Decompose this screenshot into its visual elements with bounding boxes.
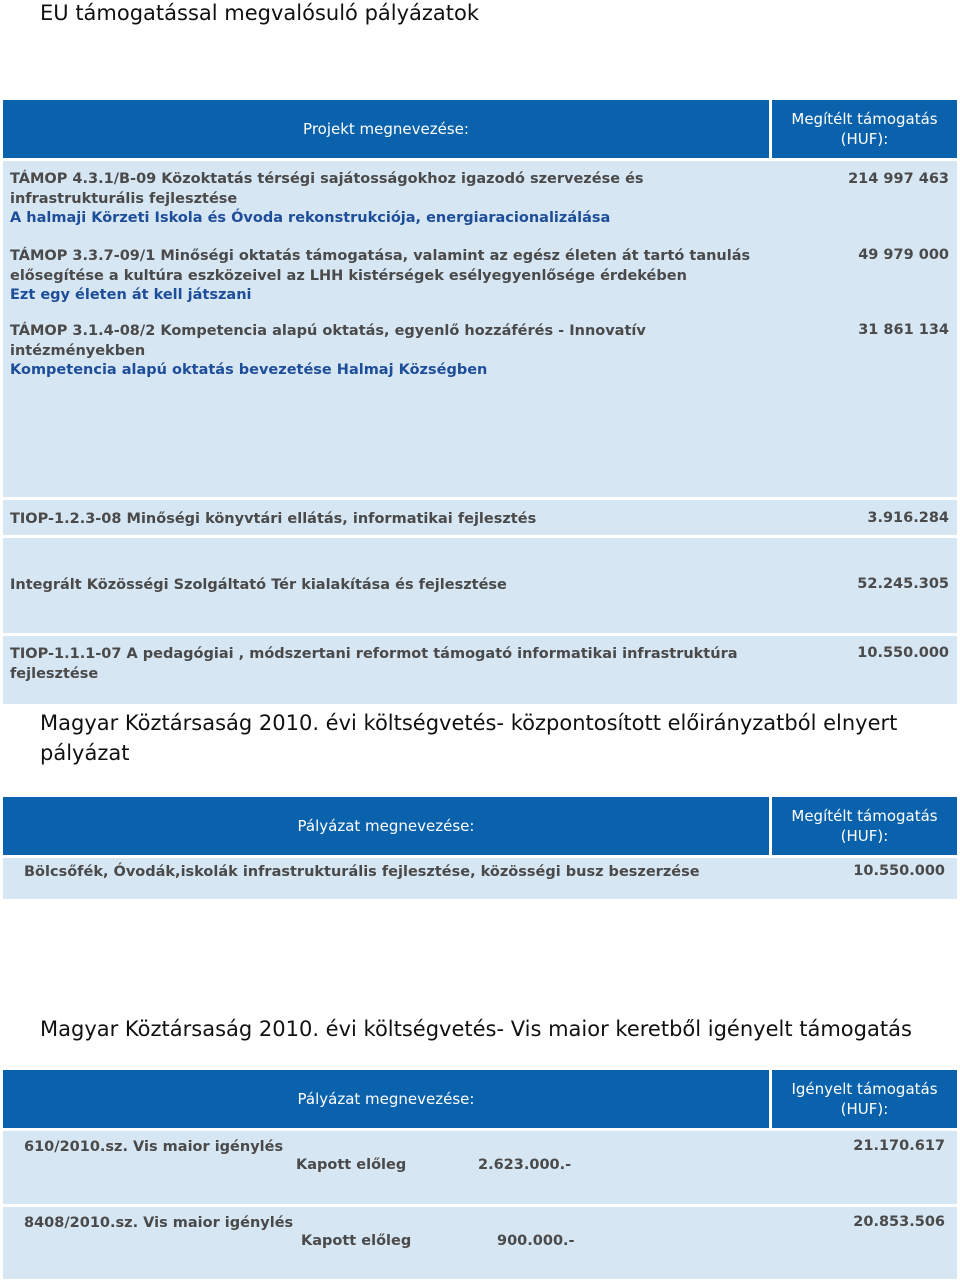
advance-value: 900.000.- — [497, 1233, 575, 1249]
header-project-name: Projekt megnevezése: — [3, 100, 769, 158]
table-header — [3, 1070, 957, 1128]
table-row: 610/2010.sz. Vis maior igénylés 21.170.617 Kapott előleg 2.623.000.- — [3, 1131, 957, 1204]
table-row: 8408/2010.sz. Vis maior igénylés 20.853.506 Kapott előleg 900.000.- — [3, 1207, 957, 1279]
amount-cell — [772, 161, 957, 497]
amount-value: 31 861 134 — [858, 322, 949, 338]
table-row: TIOP-1.1.1-07 A pedagógiai , módszertani reformot támogató informatikai infrastruktúra fejlesztése 10.550.000 — [3, 636, 957, 704]
vis-maior-table — [3, 1070, 957, 1279]
header-amount: Igényelt támogatás (HUF): — [772, 1070, 957, 1128]
amount-value: 214 997 463 — [848, 171, 949, 187]
list-item: TÁMOP 3.3.7-09/1 Minőségi oktatás támogatása, valamint az egész életen át tartó tanulás elősegítése a kultúra eszközeivel az LHH kistérségek esélyegyenlősége érdekében Ezt egy életen át kell játszani — [10, 248, 751, 303]
list-item: TÁMOP 3.1.4-08/2 Kompetencia alapú oktatás, egyenlő hozzáférés - Innovatív intézményekben Kompetencia alapú oktatás bevezetése Halmaj Községben — [10, 323, 646, 378]
amount-value: 49 979 000 — [858, 247, 949, 263]
table-row: Bölcsőfék, Óvodák,iskolák infrastrukturális fejlesztése, közösségi busz beszerzése 10.550.000 — [3, 858, 957, 899]
section2-title: Magyar Köztársaság 2010. évi költségvetés- központosított előirányzatból elnyert pályázat — [40, 711, 898, 765]
header-application-name: Pályázat megnevezése: — [3, 797, 769, 855]
header-application-name: Pályázat megnevezése: — [3, 1070, 769, 1128]
advance-label: Kapott előleg — [296, 1157, 407, 1173]
header-amount: Megítélt támogatás (HUF): — [772, 100, 957, 158]
project-name-cell — [3, 161, 769, 497]
eu-projects-table — [3, 100, 957, 682]
table-row-group — [3, 161, 957, 497]
table-row: Integrált Közösségi Szolgáltató Tér kialakítása és fejlesztése 52.245.305 — [3, 538, 957, 633]
section1-title: EU támogatással megvalósuló pályázatok — [40, 1, 480, 25]
table-row: TIOP-1.2.3-08 Minőségi könyvtári ellátás, informatikai fejlesztés 3.916.284 — [3, 500, 957, 535]
list-item: TÁMOP 4.3.1/B-09 Közoktatás térségi sajátosságokhoz igazodó szervezése és infrastrukturális fejlesztése A halmaji Körzeti Iskola és Óvoda rekonstrukciója, energiaracionalizálása — [10, 171, 644, 226]
table-header — [3, 100, 957, 158]
section3-title: Magyar Köztársaság 2010. évi költségvetés- Vis maior keretből igényelt támogatás — [40, 1017, 912, 1041]
advance-label: Kapott előleg — [301, 1233, 412, 1249]
central-grant-table — [3, 797, 957, 899]
advance-value: 2.623.000.- — [478, 1157, 572, 1173]
table-header — [3, 797, 957, 855]
header-amount: Megítélt támogatás (HUF): — [772, 797, 957, 855]
